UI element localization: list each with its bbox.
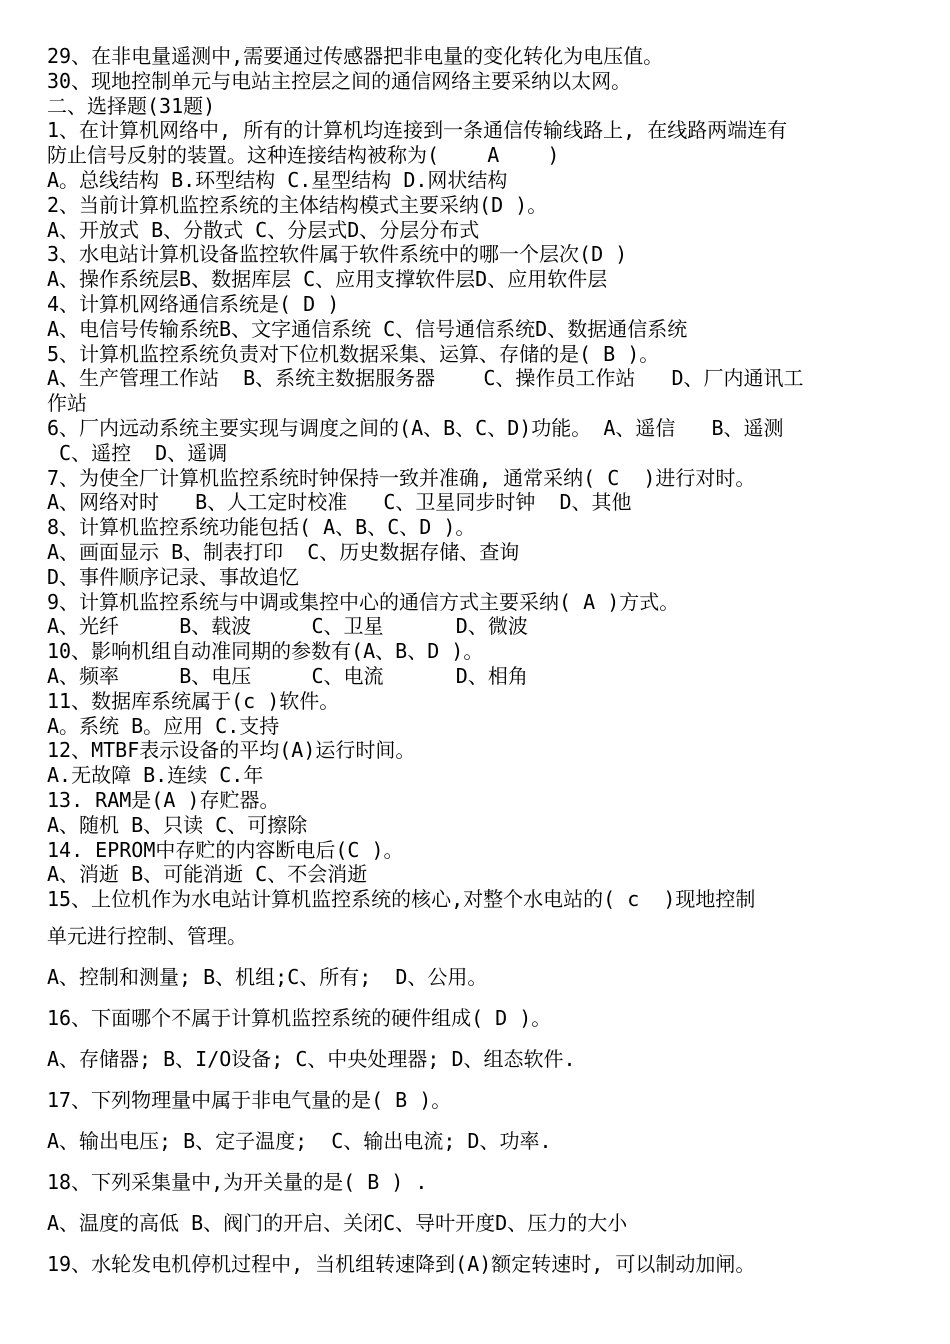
question-list-bottom bbox=[47, 918, 914, 1283]
text-line-c16: 16、下面哪个不属于计算机监控系统的硬件组成( D )。 bbox=[47, 1005, 552, 1030]
text-line-sec2: 二、选择题(31题) bbox=[47, 93, 216, 118]
text-line-c2o: A、开放式 B、分散式 C、分层式D、分层分布式 bbox=[47, 217, 480, 242]
text-line-c1a: 1、在计算机网络中, 所有的计算机均连接到一条通信传输线路上, 在线路两端连有 bbox=[47, 118, 788, 143]
text-line-c18: 18、下列采集量中,为开关量的是( B ) . bbox=[47, 1169, 428, 1194]
text-line-c10: 10、影响机组自动准同期的参数有(A、B、D )。 bbox=[47, 639, 484, 664]
question-list-top bbox=[47, 44, 914, 912]
text-line-c6o: C、遥控 D、遥调 bbox=[47, 440, 228, 465]
text-line-q30: 30、现地控制单元与电站主控层之间的通信网络主要采纳以太网。 bbox=[47, 68, 632, 93]
text-line-c12: 12、MTBF表示设备的平均(A)运行时间。 bbox=[47, 738, 416, 763]
text-line-c7o: A、网络对时 B、人工定时校准 C、卫星同步时钟 D、其他 bbox=[47, 490, 632, 515]
text-line-c8: 8、计算机监控系统功能包括( A、B、C、D )。 bbox=[47, 515, 476, 540]
text-line-c17: 17、下列物理量中属于非电气量的是( B )。 bbox=[47, 1087, 452, 1112]
text-line-c7: 7、为使全厂计算机监控系统时钟保持一致并准确, 通常采纳( C )进行对时。 bbox=[47, 465, 756, 490]
text-line-c15: 15、上位机作为水电站计算机监控系统的核心,对整个水电站的( c )现地控制 bbox=[47, 887, 756, 912]
text-line-c2: 2、当前计算机监控系统的主体结构模式主要采纳(D )。 bbox=[47, 192, 548, 217]
text-line-c4: 4、计算机网络通信系统是( D ) bbox=[47, 291, 340, 316]
text-line-c8o2: D、事件顺序记录、事故追忆 bbox=[47, 564, 300, 589]
text-line-c11o: A。系统 B。应用 C.支持 bbox=[47, 713, 280, 738]
text-line-c15b: 单元进行控制、管理。 bbox=[47, 923, 247, 948]
text-line-c5o2: 作站 bbox=[47, 391, 87, 416]
text-line-c5: 5、计算机监控系统负责对下位机数据采集、运算、存储的是( B )。 bbox=[47, 341, 660, 366]
text-line-c13: 13. RAM是(A )存贮器。 bbox=[47, 787, 280, 812]
text-line-c10o: A、频率 B、电压 C、电流 D、相角 bbox=[47, 663, 528, 688]
text-line-c12o: A.无故障 B.连续 C.年 bbox=[47, 763, 264, 788]
text-line-c14: 14. EPROM中存贮的内容断电后(C )。 bbox=[47, 837, 404, 862]
text-line-q29: 29、在非电量遥测中,需要通过传感器把非电量的变化转化为电压值。 bbox=[47, 44, 664, 68]
text-line-c19: 19、水轮发电机停机过程中, 当机组转速降到(A)额定转速时, 可以制动加闸。 bbox=[47, 1251, 756, 1276]
text-line-c4o: A、电信号传输系统B、文字通信系统 C、信号通信系统D、数据通信系统 bbox=[47, 316, 688, 341]
text-line-c5o: A、生产管理工作站 B、系统主数据服务器 C、操作员工作站 D、厂内通讯工 bbox=[47, 366, 804, 391]
text-line-c6: 6、厂内远动系统主要实现与调度之间的(A、B、C、D)功能。 A、遥信 B、遥测 bbox=[47, 415, 784, 440]
text-line-c9: 9、计算机监控系统与中调或集控中心的通信方式主要采纳( A )方式。 bbox=[47, 589, 680, 614]
text-line-c11: 11、数据库系统属于(c )软件。 bbox=[47, 688, 340, 713]
text-line-c1b: 防止信号反射的装置。这种连接结构被称为( A ) bbox=[47, 143, 560, 168]
text-line-c16o: A、存储器; B、I/O设备; C、中央处理器; D、组态软件. bbox=[47, 1046, 576, 1071]
text-line-c15o: A、控制和测量; B、机组;C、所有; D、公用。 bbox=[47, 964, 488, 989]
text-line-c13o: A、随机 B、只读 C、可擦除 bbox=[47, 812, 308, 837]
text-line-c9o: A、光纤 B、载波 C、卫星 D、微波 bbox=[47, 614, 528, 639]
text-line-c18o: A、温度的高低 B、阀门的开启、关闭C、导叶开度D、压力的大小 bbox=[47, 1210, 628, 1235]
text-line-c1o: A。总线结构 B.环型结构 C.星型结构 D.网状结构 bbox=[47, 167, 508, 192]
text-line-c3: 3、水电站计算机设备监控软件属于软件系统中的哪一个层次(D ) bbox=[47, 242, 628, 267]
text-line-c8o: A、画面显示 B、制表打印 C、历史数据存储、查询 bbox=[47, 539, 520, 564]
text-line-c3o: A、操作系统层B、数据库层 C、应用支撑软件层D、应用软件层 bbox=[47, 267, 608, 292]
text-line-c14o: A、消逝 B、可能消逝 C、不会消逝 bbox=[47, 862, 368, 887]
text-line-c17o: A、输出电压; B、定子温度; C、输出电流; D、功率. bbox=[47, 1128, 552, 1153]
